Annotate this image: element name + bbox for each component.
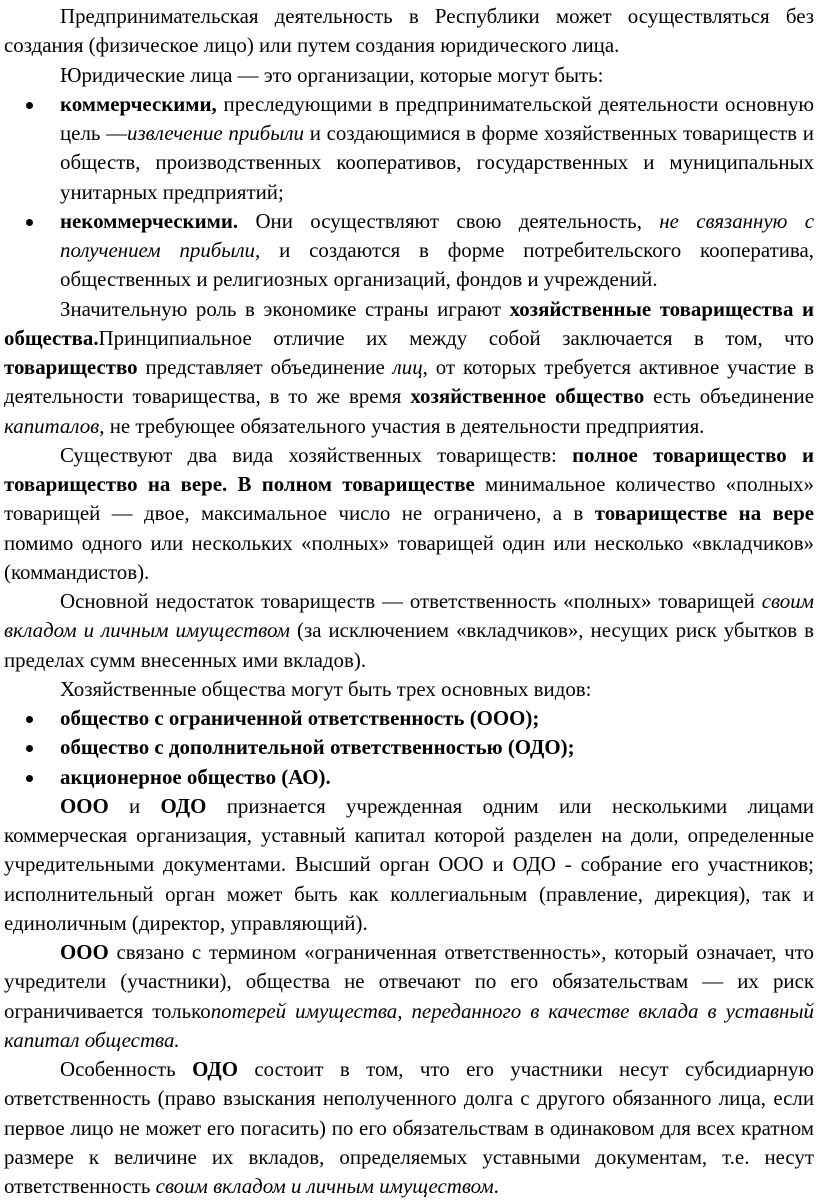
bullet-icon: [26, 102, 33, 109]
company-types-list: [4, 704, 814, 792]
list-item-odo: общество с дополнительной ответственностью (ОДО);: [4, 733, 814, 762]
list-item-commercial: коммерческими, преследующими в предпринимательской деятельности основную цель —извлечение прибыли и создающимися в форме хозяйственных товариществ и обществ, производственных кооперативов, государственных и муниципальных унитарных предприятий;: [4, 90, 814, 207]
paragraph-partnership-drawback: Основной недостаток товариществ — ответственность «полных» товарищей своим вкладом и личным имуществом (за исключением «вкладчиков», несущих риск убытков в пределах сумм внесенных ими вкладов).: [4, 589, 814, 672]
paragraph-intro: Предпринимательская деятельность в Республики может осуществляться без создания (физическое лицо) или путем создания юридического лица.: [4, 4, 814, 58]
paragraph-legal-entities: Юридические лица — это организации, которые могут быть:: [60, 62, 604, 87]
paragraph-ooo-liability: ООО связано с термином «ограниченная ответственность», который означает, что учредители (участники), общества не отвечают по его обязательствам — их риск ограничивается толькопотерей имущества, переданного в качестве вклада в уставный капитал общества.: [4, 940, 814, 1052]
list-item-ao: акционерное общество (АО).: [4, 763, 814, 792]
bullet-icon: [26, 775, 33, 782]
list-item-ooo: общество с ограниченной ответственность (ООО);: [4, 704, 814, 733]
paragraph-partnership-types: Существуют два вида хозяйственных товариществ: полное товарищество и товарищество на вере. В полном товариществе минимальное количество «полных» товарищей — двое, максимальное число не ограничено, а в товариществе на вере помимо одного или нескольких «полных» товарищей один или несколько «вкладчиков» (коммандистов).: [4, 442, 815, 584]
list-item-noncommercial: некоммерческими. Они осуществляют свою деятельность, не связанную с получением прибыли, и создаются в форме потребительского кооператива, общественных и религиозных организаций, фондов и учреждений.: [4, 207, 814, 295]
bullet-icon: [26, 745, 33, 752]
paragraph-odo-feature: Особенность ОДО состоит в том, что его участники несут субсидиарную ответственность (право взыскания неполученного долга с другого обязанного лица, если первое лицо не может его погасить) по его обязательствам в одинаковом для всех кратном размере к величине их вкладов, определяемых уставными документам, т.е. несут ответственность своим вкладом и личным имуществом.: [4, 1057, 814, 1198]
paragraph-ooo-odo: ООО и ОДО признается учрежденная одним или несколькими лицами коммерческая организация, уставный капитал которой разделен на доли, определенные учредительными документами. Высший орган ООО и ОДО - собрание его участников; исполнительный орган может быть как коллегиальным (правление, дирекция), так и единоличным (директор, управляющий).: [4, 793, 814, 935]
paragraph-company-types: Хозяйственные общества могут быть трех основных видов:: [60, 676, 592, 701]
bullet-icon: [26, 716, 33, 723]
legal-entity-types-list: [4, 90, 814, 295]
bullet-icon: [26, 219, 33, 226]
paragraph-partnerships-companies: Значительную роль в экономике страны играют хозяйственные товарищества и общества.Принципиальное отличие их между собой заключается в том, что товарищество представляет объединение лиц, от которых требуется активное участие в деятельности товарищества, в то же время хозяйственное общество есть объединение капиталов, не требующее обязательного участия в деятельности предприятия.: [4, 296, 814, 438]
